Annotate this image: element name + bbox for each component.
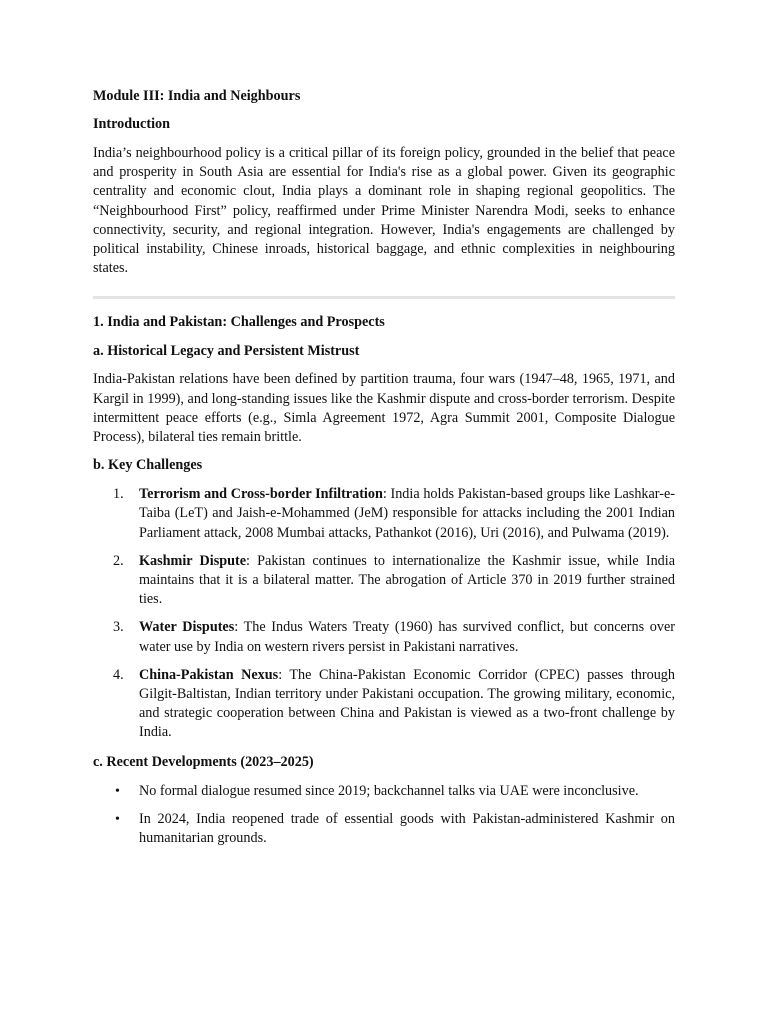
list-number: 3. [113,619,124,636]
section-divider [93,296,675,299]
bullet-icon: • [115,811,120,827]
subsection-a-paragraph: India-Pakistan relations have been defined by partition trauma, four wars (1947–48, 1965, 1971, and Kargil in 1999), and long-standing issues like the Kashmir dispute and cross-border terrorism. Despite intermittent peace efforts (e.g., Simla Agreement 1972, Agra Summit 2001, Composite Dialogue Process), bilateral ties remain brittle. [93,371,675,446]
list-item-text: : The Indus Waters Treaty (1960) has survived conflict, but concerns over water use by India on western rivers persist in Pakistani narratives. [139,619,675,655]
subsection-b-heading: b. Key Challenges [93,457,203,474]
key-challenges-list [93,485,675,742]
list-number: 2. [113,552,124,569]
recent-developments-list [93,782,675,849]
introduction-paragraph: India’s neighbourhood policy is a critical pillar of its foreign policy, grounded in the belief that peace and prosperity in South Asia are essential for India's rise as a global power. Given its geographic centrality and economic clout, India plays a dominant role in shaping regional geopolitics. The “Neighbourhood First” policy, reaffirmed under Prime Minister Narendra Modi, seeks to enhance connectivity, security, and regional integration. However, India's engagements are challenged by political instability, Chinese inroads, historical baggage, and ethnic complexities in neighbouring states. [93,145,675,277]
list-item [93,485,675,543]
list-item [93,666,675,743]
document-page [93,86,675,857]
list-item-title: Terrorism and Cross-border Infiltration [139,486,383,503]
bullet-icon: • [115,783,120,799]
list-item [93,810,675,848]
subsection-c-heading: c. Recent Developments (2023–2025) [93,753,314,770]
list-item-text: No formal dialogue resumed since 2019; backchannel talks via UAE were inconclusive. [139,782,639,799]
list-item-text: : India holds Pakistan-based groups like Lashkar-e-Taiba (LeT) and Jaish-e-Mohammed (JeM) responsible for attacks including the 2001 Indian Parliament attack, 2008 Mumbai attacks, Pathankot (2016), Uri (2016), and Pulwama (2019). [139,486,675,541]
introduction-heading: Introduction [93,116,170,132]
subsection-a-heading: a. Historical Legacy and Persistent Mistrust [93,343,360,360]
list-item [93,782,675,801]
list-item-title: China-Pakistan Nexus [139,666,279,683]
list-number: 4. [113,666,124,683]
list-item [93,552,675,610]
list-number: 1. [113,486,124,503]
list-item [93,618,675,656]
list-item-text: In 2024, India reopened trade of essential goods with Pakistan-administered Kashmir on humanitarian grounds. [139,810,675,847]
list-item-text: : The China-Pakistan Economic Corridor (CPEC) passes through Gilgit-Baltistan, Indian territory under Pakistani occupation. The growing military, economic, and strategic cooperation between China and Pakistan is viewed as a two-front challenge by India. [139,666,675,741]
list-item-title: Water Disputes [139,619,235,636]
section-1-heading: 1. India and Pakistan: Challenges and Prospects [93,314,385,331]
module-title: Module III: India and Neighbours [93,88,301,104]
list-item-title: Kashmir Dispute [139,552,247,569]
list-item-text: : Pakistan continues to internationalize the Kashmir issue, while India maintains that it is a bilateral matter. The abrogation of Article 370 in 2019 further strained ties. [139,552,675,608]
